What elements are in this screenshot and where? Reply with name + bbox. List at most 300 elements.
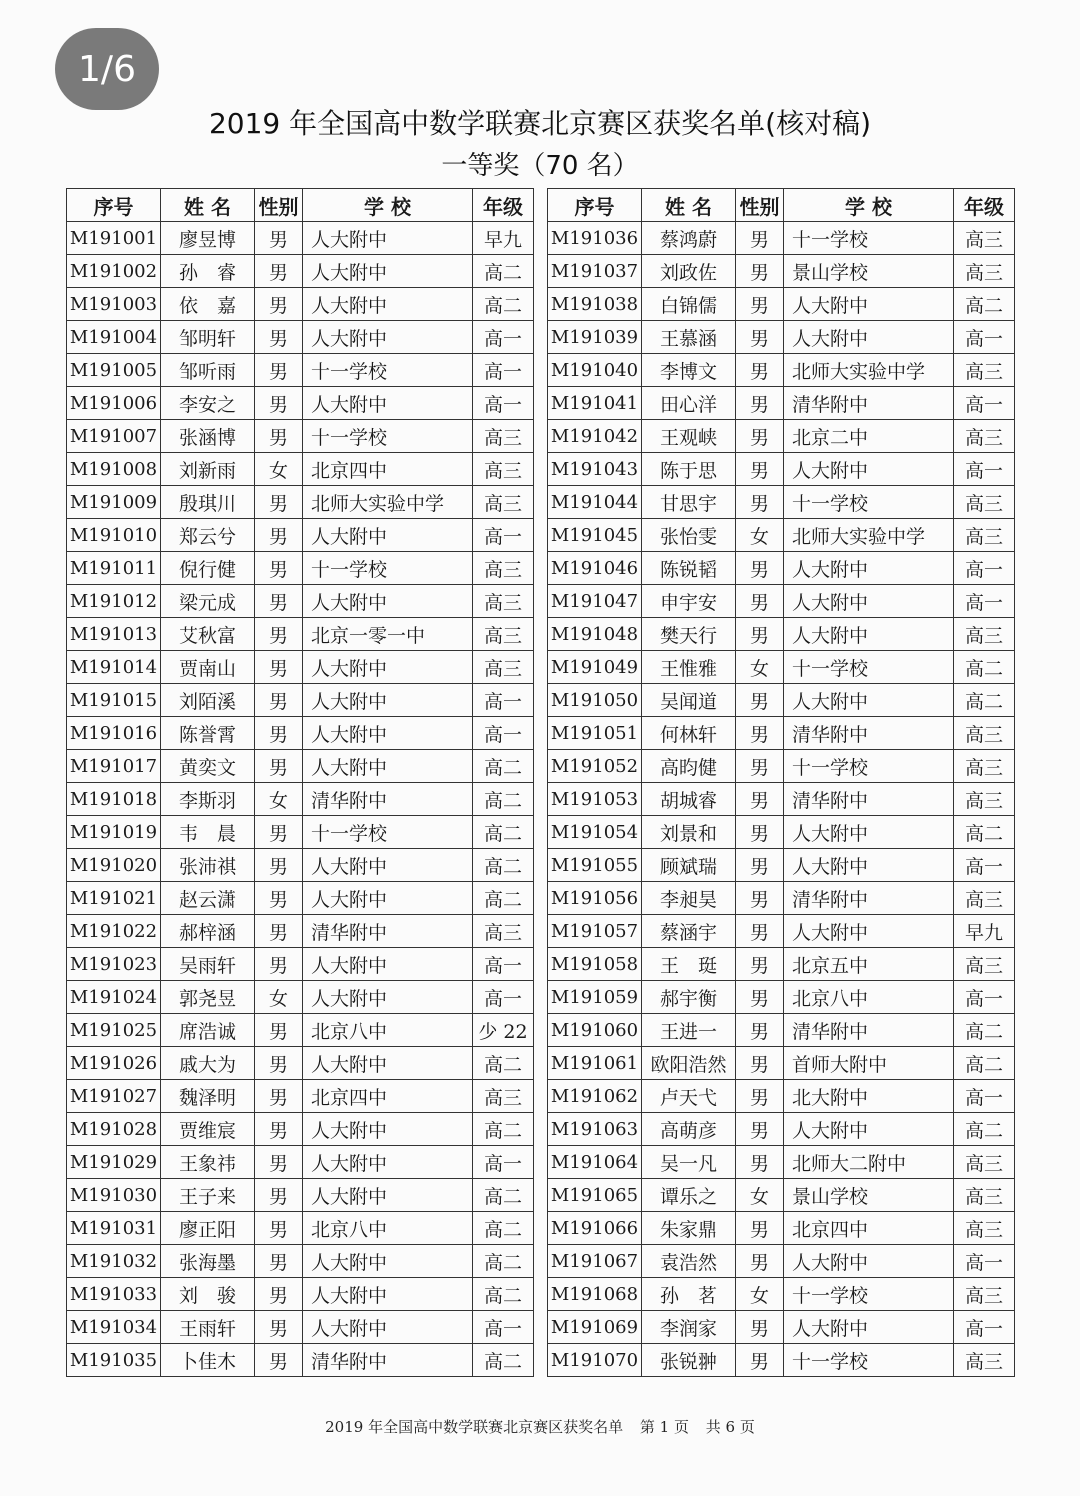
cell-grade: 高三 [954, 486, 1015, 519]
cell-id: M191068 [548, 1278, 642, 1311]
cell-school: 北京八中 [303, 1014, 473, 1047]
cell-id: M191023 [67, 948, 161, 981]
cell-gender: 男 [736, 222, 784, 255]
cell-gender: 男 [255, 948, 303, 981]
cell-gender: 男 [255, 882, 303, 915]
cell-id: M191010 [67, 519, 161, 552]
cell-name: 依 嘉 [161, 288, 255, 321]
cell-id: M191070 [548, 1344, 642, 1377]
cell-id: M191026 [67, 1047, 161, 1080]
cell-grade: 高二 [473, 882, 534, 915]
cell-gender: 男 [736, 816, 784, 849]
cell-gender: 男 [255, 750, 303, 783]
cell-gender: 男 [255, 651, 303, 684]
cell-school: 北京一零一中 [303, 618, 473, 651]
cell-school: 人大附中 [303, 519, 473, 552]
cell-name: 孙 睿 [161, 255, 255, 288]
cell-id: M191058 [548, 948, 642, 981]
footer-page-number: 第 1 页 [639, 1418, 689, 1436]
cell-id: M191029 [67, 1146, 161, 1179]
cell-grade: 高二 [473, 1245, 534, 1278]
cell-id: M191027 [67, 1080, 161, 1113]
cell-id: M191036 [548, 222, 642, 255]
table-row [548, 750, 1015, 783]
cell-name: 席浩诚 [161, 1014, 255, 1047]
cell-id: M191007 [67, 420, 161, 453]
cell-id: M191006 [67, 387, 161, 420]
cell-school: 人大附中 [784, 288, 954, 321]
cell-gender: 男 [255, 1179, 303, 1212]
cell-school: 清华附中 [784, 783, 954, 816]
cell-grade: 高一 [473, 1146, 534, 1179]
award-tier-heading: 一等奖（70 名） [441, 151, 639, 181]
cell-name: 邹听雨 [161, 354, 255, 387]
cell-id: M191032 [67, 1245, 161, 1278]
cell-name: 王惟雅 [642, 651, 736, 684]
cell-school: 北京五中 [784, 948, 954, 981]
cell-gender: 男 [736, 1080, 784, 1113]
table-row [67, 915, 534, 948]
cell-school: 人大附中 [784, 552, 954, 585]
cell-id: M191053 [548, 783, 642, 816]
cell-id: M191048 [548, 618, 642, 651]
table-row [67, 321, 534, 354]
cell-id: M191004 [67, 321, 161, 354]
table-row [548, 717, 1015, 750]
cell-grade: 高一 [473, 387, 534, 420]
table-row [67, 222, 534, 255]
cell-id: M191052 [548, 750, 642, 783]
cell-gender: 男 [255, 1212, 303, 1245]
cell-grade: 高二 [954, 1014, 1015, 1047]
cell-grade: 高一 [473, 354, 534, 387]
cell-id: M191066 [548, 1212, 642, 1245]
cell-grade: 高二 [473, 750, 534, 783]
table-row [548, 255, 1015, 288]
cell-id: M191021 [67, 882, 161, 915]
cell-grade: 高三 [954, 1344, 1015, 1377]
cell-id: M191043 [548, 453, 642, 486]
cell-id: M191064 [548, 1146, 642, 1179]
cell-grade: 高二 [473, 783, 534, 816]
cell-school: 清华附中 [784, 882, 954, 915]
table-row [548, 1113, 1015, 1146]
cell-id: M191015 [67, 684, 161, 717]
cell-id: M191001 [67, 222, 161, 255]
cell-grade: 高三 [473, 420, 534, 453]
cell-name: 刘新雨 [161, 453, 255, 486]
cell-school: 人大附中 [784, 321, 954, 354]
cell-grade: 高三 [954, 948, 1015, 981]
cell-grade: 高一 [954, 552, 1015, 585]
cell-school: 人大附中 [303, 255, 473, 288]
cell-id: M191003 [67, 288, 161, 321]
cell-school: 清华附中 [784, 717, 954, 750]
table-row [67, 816, 534, 849]
table-row [67, 882, 534, 915]
cell-id: M191022 [67, 915, 161, 948]
cell-gender: 男 [255, 1014, 303, 1047]
table-row [548, 981, 1015, 1014]
cell-name: 高昀健 [642, 750, 736, 783]
cell-grade: 高三 [954, 1212, 1015, 1245]
cell-gender: 女 [255, 453, 303, 486]
cell-name: 朱家鼎 [642, 1212, 736, 1245]
cell-grade: 高二 [473, 1344, 534, 1377]
cell-grade: 高一 [473, 684, 534, 717]
cell-gender: 男 [255, 519, 303, 552]
cell-grade: 高二 [473, 1278, 534, 1311]
cell-name: 田心洋 [642, 387, 736, 420]
column-header-id: 序号 [67, 189, 161, 222]
cell-grade: 高一 [473, 717, 534, 750]
cell-id: M191063 [548, 1113, 642, 1146]
table-header-row [548, 189, 1015, 222]
cell-id: M191033 [67, 1278, 161, 1311]
award-table-left [66, 188, 534, 1377]
footer-document-name: 2019 年全国高中数学联赛北京赛区获奖名单 [325, 1418, 624, 1436]
cell-school: 人大附中 [303, 948, 473, 981]
table-row [548, 651, 1015, 684]
cell-school: 北京二中 [784, 420, 954, 453]
cell-id: M191019 [67, 816, 161, 849]
table-row [548, 1212, 1015, 1245]
cell-gender: 男 [255, 684, 303, 717]
cell-gender: 男 [736, 1146, 784, 1179]
cell-grade: 高二 [954, 1047, 1015, 1080]
cell-name: 王进一 [642, 1014, 736, 1047]
cell-name: 刘 骏 [161, 1278, 255, 1311]
table-row [548, 354, 1015, 387]
table-row [67, 585, 534, 618]
cell-id: M191025 [67, 1014, 161, 1047]
cell-school: 十一学校 [303, 354, 473, 387]
cell-school: 人大附中 [303, 387, 473, 420]
cell-school: 清华附中 [784, 1014, 954, 1047]
cell-gender: 男 [736, 750, 784, 783]
cell-name: 甘思宇 [642, 486, 736, 519]
cell-id: M191009 [67, 486, 161, 519]
cell-grade: 高一 [473, 321, 534, 354]
cell-gender: 男 [255, 288, 303, 321]
cell-name: 郝梓涵 [161, 915, 255, 948]
cell-grade: 高一 [954, 1311, 1015, 1344]
cell-id: M191065 [548, 1179, 642, 1212]
cell-grade: 高三 [954, 882, 1015, 915]
cell-gender: 男 [736, 453, 784, 486]
table-row [67, 618, 534, 651]
cell-id: M191002 [67, 255, 161, 288]
table-header-row [67, 189, 534, 222]
table-row [548, 486, 1015, 519]
table-row [67, 948, 534, 981]
cell-school: 人大附中 [303, 288, 473, 321]
cell-grade: 少 22 [473, 1014, 534, 1047]
cell-school: 十一学校 [303, 552, 473, 585]
table-row [548, 849, 1015, 882]
table-row [548, 1311, 1015, 1344]
cell-grade: 高二 [954, 1113, 1015, 1146]
cell-school: 十一学校 [784, 486, 954, 519]
table-row [67, 1179, 534, 1212]
table-row [67, 1146, 534, 1179]
cell-gender: 男 [255, 552, 303, 585]
cell-name: 顾斌瑞 [642, 849, 736, 882]
table-row [67, 453, 534, 486]
cell-name: 戚大为 [161, 1047, 255, 1080]
cell-grade: 高一 [954, 453, 1015, 486]
table-row [548, 1014, 1015, 1047]
cell-grade: 高一 [473, 948, 534, 981]
cell-school: 人大附中 [303, 1179, 473, 1212]
footer-page-total: 共 6 页 [705, 1418, 755, 1436]
cell-gender: 男 [736, 783, 784, 816]
cell-school: 首师大附中 [784, 1047, 954, 1080]
cell-grade: 高三 [954, 255, 1015, 288]
cell-gender: 男 [736, 585, 784, 618]
cell-name: 李斯羽 [161, 783, 255, 816]
column-header-school: 学 校 [303, 189, 473, 222]
cell-gender: 男 [255, 1080, 303, 1113]
cell-id: M191040 [548, 354, 642, 387]
page-footer [0, 1416, 1080, 1437]
table-row [67, 849, 534, 882]
cell-name: 廖昱博 [161, 222, 255, 255]
cell-grade: 高二 [473, 849, 534, 882]
cell-grade: 高一 [954, 1245, 1015, 1278]
cell-school: 人大附中 [303, 684, 473, 717]
cell-grade: 高三 [954, 783, 1015, 816]
cell-name: 王 珽 [642, 948, 736, 981]
cell-id: M191042 [548, 420, 642, 453]
cell-id: M191014 [67, 651, 161, 684]
cell-gender: 男 [736, 1113, 784, 1146]
cell-gender: 男 [255, 1047, 303, 1080]
cell-name: 李博文 [642, 354, 736, 387]
cell-name: 张涵博 [161, 420, 255, 453]
cell-gender: 男 [736, 684, 784, 717]
cell-name: 王雨轩 [161, 1311, 255, 1344]
cell-grade: 高二 [473, 1113, 534, 1146]
cell-id: M191034 [67, 1311, 161, 1344]
cell-name: 邹明轩 [161, 321, 255, 354]
cell-grade: 高二 [473, 1047, 534, 1080]
cell-grade: 高三 [473, 618, 534, 651]
cell-school: 人大附中 [303, 1047, 473, 1080]
table-row [67, 420, 534, 453]
column-header-id: 序号 [548, 189, 642, 222]
cell-grade: 高一 [954, 321, 1015, 354]
cell-id: M191056 [548, 882, 642, 915]
table-row [67, 1212, 534, 1245]
document-title: 2019 年全国高中数学联赛北京赛区获奖名单(核对稿) [208, 107, 871, 140]
table-row [67, 651, 534, 684]
table-row [67, 1080, 534, 1113]
table-row [548, 552, 1015, 585]
cell-grade: 高二 [473, 288, 534, 321]
cell-name: 黄奕文 [161, 750, 255, 783]
cell-name: 倪行健 [161, 552, 255, 585]
cell-name: 梁元成 [161, 585, 255, 618]
cell-gender: 男 [255, 618, 303, 651]
table-row [67, 288, 534, 321]
cell-id: M191016 [67, 717, 161, 750]
cell-id: M191044 [548, 486, 642, 519]
cell-gender: 女 [736, 651, 784, 684]
cell-name: 贾维宸 [161, 1113, 255, 1146]
cell-school: 人大附中 [784, 1311, 954, 1344]
cell-id: M191051 [548, 717, 642, 750]
table-row [67, 1344, 534, 1377]
table-row [67, 387, 534, 420]
cell-id: M191018 [67, 783, 161, 816]
cell-id: M191039 [548, 321, 642, 354]
cell-school: 北师大实验中学 [303, 486, 473, 519]
table-row [548, 453, 1015, 486]
cell-school: 人大附中 [303, 1113, 473, 1146]
column-header-gender: 性别 [736, 189, 784, 222]
cell-id: M191012 [67, 585, 161, 618]
table-row [548, 387, 1015, 420]
cell-gender: 女 [255, 981, 303, 1014]
cell-school: 十一学校 [784, 1344, 954, 1377]
cell-id: M191013 [67, 618, 161, 651]
cell-id: M191060 [548, 1014, 642, 1047]
cell-gender: 男 [255, 387, 303, 420]
cell-id: M191038 [548, 288, 642, 321]
cell-grade: 高二 [954, 684, 1015, 717]
cell-id: M191055 [548, 849, 642, 882]
cell-grade: 高二 [473, 816, 534, 849]
cell-name: 张海墨 [161, 1245, 255, 1278]
cell-school: 人大附中 [303, 750, 473, 783]
cell-name: 李昶昊 [642, 882, 736, 915]
table-row [67, 1047, 534, 1080]
cell-name: 谭乐之 [642, 1179, 736, 1212]
table-row [548, 585, 1015, 618]
cell-gender: 男 [255, 420, 303, 453]
cell-grade: 早九 [473, 222, 534, 255]
cell-id: M191041 [548, 387, 642, 420]
table-row [67, 1278, 534, 1311]
cell-id: M191059 [548, 981, 642, 1014]
cell-gender: 女 [736, 519, 784, 552]
cell-grade: 高三 [954, 618, 1015, 651]
cell-grade: 高三 [473, 915, 534, 948]
cell-name: 王子来 [161, 1179, 255, 1212]
cell-id: M191069 [548, 1311, 642, 1344]
cell-gender: 男 [736, 552, 784, 585]
cell-school: 十一学校 [784, 750, 954, 783]
table-row [67, 981, 534, 1014]
cell-name: 陈誉霄 [161, 717, 255, 750]
cell-gender: 男 [736, 1245, 784, 1278]
cell-school: 北师大实验中学 [784, 354, 954, 387]
cell-school: 清华附中 [303, 1344, 473, 1377]
cell-grade: 高三 [954, 750, 1015, 783]
cell-id: M191017 [67, 750, 161, 783]
cell-gender: 女 [736, 1179, 784, 1212]
cell-grade: 高二 [473, 255, 534, 288]
table-row [548, 1245, 1015, 1278]
cell-school: 清华附中 [303, 915, 473, 948]
cell-grade: 早九 [954, 915, 1015, 948]
cell-gender: 男 [736, 387, 784, 420]
cell-name: 刘景和 [642, 816, 736, 849]
cell-name: 郑云兮 [161, 519, 255, 552]
cell-id: M191050 [548, 684, 642, 717]
cell-gender: 男 [255, 1113, 303, 1146]
table-row [67, 684, 534, 717]
cell-name: 何林轩 [642, 717, 736, 750]
cell-gender: 男 [736, 1047, 784, 1080]
cell-school: 清华附中 [303, 783, 473, 816]
cell-name: 廖正阳 [161, 1212, 255, 1245]
cell-school: 十一学校 [784, 1278, 954, 1311]
cell-school: 人大附中 [303, 222, 473, 255]
cell-grade: 高三 [473, 651, 534, 684]
table-row [548, 684, 1015, 717]
cell-name: 蔡涵宇 [642, 915, 736, 948]
cell-grade: 高三 [473, 486, 534, 519]
cell-grade: 高二 [473, 1179, 534, 1212]
cell-gender: 男 [255, 321, 303, 354]
cell-name: 陈于思 [642, 453, 736, 486]
cell-school: 人大附中 [303, 1146, 473, 1179]
table-row [548, 1146, 1015, 1179]
cell-school: 北京四中 [784, 1212, 954, 1245]
cell-grade: 高一 [954, 387, 1015, 420]
table-row [67, 1014, 534, 1047]
cell-id: M191057 [548, 915, 642, 948]
table-row [67, 717, 534, 750]
cell-school: 人大附中 [303, 651, 473, 684]
cell-id: M191062 [548, 1080, 642, 1113]
cell-grade: 高二 [954, 288, 1015, 321]
cell-name: 吴雨轩 [161, 948, 255, 981]
cell-id: M191054 [548, 816, 642, 849]
cell-grade: 高一 [473, 519, 534, 552]
cell-grade: 高二 [954, 651, 1015, 684]
cell-school: 北大附中 [784, 1080, 954, 1113]
cell-id: M191047 [548, 585, 642, 618]
column-header-name: 姓 名 [642, 189, 736, 222]
table-row [548, 519, 1015, 552]
cell-grade: 高一 [954, 849, 1015, 882]
cell-id: M191045 [548, 519, 642, 552]
cell-school: 人大附中 [303, 1278, 473, 1311]
cell-school: 北师大二附中 [784, 1146, 954, 1179]
cell-school: 北京四中 [303, 1080, 473, 1113]
cell-name: 高萌彦 [642, 1113, 736, 1146]
cell-school: 北京八中 [303, 1212, 473, 1245]
cell-gender: 男 [255, 915, 303, 948]
cell-id: M191028 [67, 1113, 161, 1146]
table-row [548, 321, 1015, 354]
cell-school: 人大附中 [303, 849, 473, 882]
cell-name: 陈锐韬 [642, 552, 736, 585]
cell-gender: 女 [736, 1278, 784, 1311]
cell-name: 蔡鸿蔚 [642, 222, 736, 255]
cell-grade: 高三 [954, 1179, 1015, 1212]
cell-grade: 高三 [473, 552, 534, 585]
column-header-gender: 性别 [255, 189, 303, 222]
cell-name: 刘陌溪 [161, 684, 255, 717]
cell-grade: 高三 [954, 1146, 1015, 1179]
cell-gender: 男 [255, 1278, 303, 1311]
cell-school: 景山学校 [784, 255, 954, 288]
table-row [67, 519, 534, 552]
